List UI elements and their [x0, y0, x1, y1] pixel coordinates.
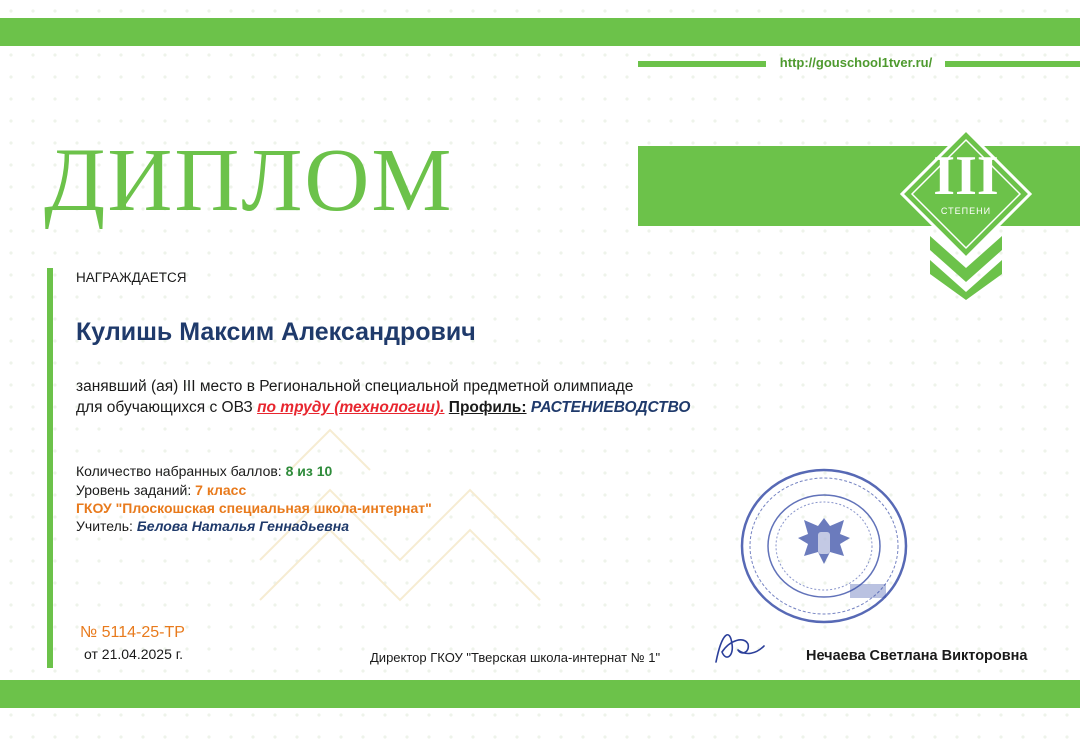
level-row	[76, 482, 246, 498]
profile-value: РАСТЕНИЕВОДСТВО	[530, 399, 691, 416]
teacher-label: Учитель:	[76, 518, 137, 534]
url-divider-right	[945, 61, 1080, 67]
score-value: 8 из 10	[285, 463, 333, 479]
document-number: № 5114-25-ТР	[80, 624, 185, 641]
score-label: Количество набранных баллов:	[76, 463, 286, 479]
degree-word: СТЕПЕНИ	[940, 206, 992, 216]
teacher-value: Белова Наталья Геннадьевна	[136, 518, 350, 534]
olympiad-subject: по труду (технологии).	[257, 399, 445, 416]
url-divider-left	[638, 61, 766, 67]
left-accent-stripe	[47, 268, 53, 668]
score-row	[76, 463, 332, 479]
recipient-name: Кулишь Максим Александрович	[76, 318, 476, 346]
diploma-title: ДИПЛОМ	[44, 131, 454, 230]
description-line-2	[76, 399, 691, 417]
awarded-label: НАГРАЖДАЕТСЯ	[76, 270, 187, 285]
official-stamp-icon	[738, 466, 910, 626]
director-name: Нечаева Светлана Викторовна	[806, 648, 1028, 664]
site-url[interactable]: http://gouschool1tver.ru/	[779, 55, 933, 70]
level-label: Уровень заданий:	[76, 482, 196, 498]
profile-label: Профиль:	[448, 399, 527, 416]
document-date: от 21.04.2025 г.	[84, 646, 184, 662]
description-line-2-prefix: для обучающихся с ОВЗ	[76, 399, 258, 416]
teacher-row	[76, 518, 349, 534]
level-value: 7 класс	[195, 482, 247, 498]
school-name: ГКОУ "Плоскошская специальная школа-интернат"	[76, 500, 432, 516]
degree-numeral: III	[933, 145, 999, 207]
signature-icon	[708, 622, 768, 670]
director-position: Директор ГКОУ "Тверская школа-интернат № 1"	[370, 650, 661, 665]
bottom-green-bar	[0, 680, 1080, 708]
description-line-1: занявший (ая) III место в Региональной специальной предметной олимпиаде	[76, 378, 634, 395]
top-green-bar	[0, 18, 1080, 46]
